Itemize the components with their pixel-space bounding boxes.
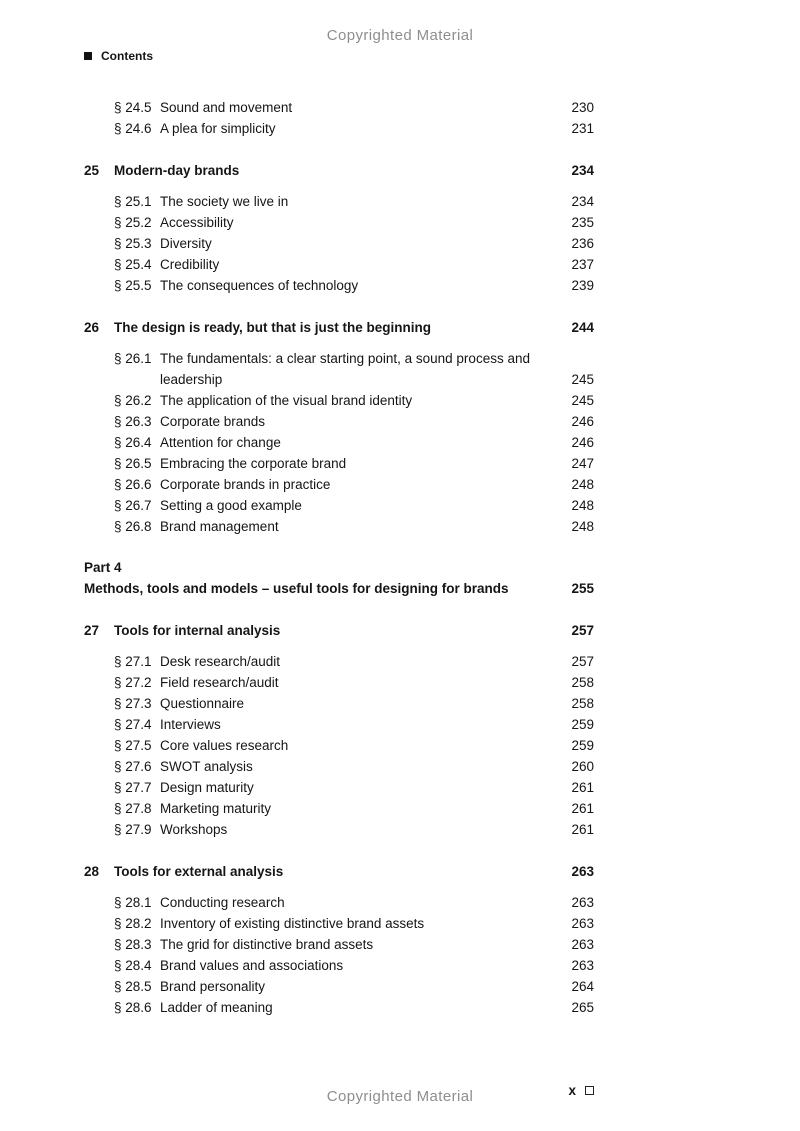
entry-title: Interviews (160, 717, 221, 732)
entry-title: Ladder of meaning (160, 1000, 273, 1015)
entry-title: Conducting research (160, 895, 285, 910)
entry-number: § 27.7 (114, 780, 152, 795)
toc-row (84, 892, 594, 913)
entry-page: 259 (571, 738, 594, 753)
toc-row (84, 495, 594, 516)
entry-page: 265 (571, 1000, 594, 1015)
entry-title: Field research/audit (160, 675, 279, 690)
entry-number: § 28.4 (114, 958, 152, 973)
entry-title: Questionnaire (160, 696, 245, 711)
entry-title: Core values research (160, 738, 289, 753)
entry-number: § 26.6 (114, 477, 152, 492)
toc-row (84, 651, 594, 672)
toc-row (84, 819, 594, 840)
toc-row (84, 955, 594, 976)
toc-row (84, 714, 594, 735)
toc-row (84, 997, 594, 1018)
entry-page: 260 (571, 759, 594, 774)
toc-row (84, 191, 594, 212)
entry-title: The society we live in (160, 194, 289, 209)
square-outline-icon (585, 1086, 594, 1095)
entry-number: § 27.8 (114, 801, 152, 816)
toc-row (84, 913, 594, 934)
entry-page: 247 (571, 456, 594, 471)
entry-page: 264 (571, 979, 594, 994)
toc-row (84, 672, 594, 693)
toc-row (84, 390, 594, 411)
entry-number: § 28.1 (114, 895, 152, 910)
copyright-notice-top: Copyrighted Material (326, 27, 474, 44)
entry-title: Setting a good example (160, 498, 302, 513)
contents-header (84, 49, 153, 63)
entry-page: 245 (571, 393, 594, 408)
toc-row (84, 212, 594, 233)
entry-title: Modern-day brands (114, 163, 240, 178)
entry-title: Brand personality (160, 979, 266, 994)
entry-page: 258 (571, 675, 594, 690)
entry-title: Inventory of existing distinctive brand assets (160, 916, 425, 931)
contents-label: Contents (101, 49, 153, 63)
entry-number: § 28.3 (114, 937, 152, 952)
entry-title: The fundamentals: a clear starting point, a sound process and leadership (160, 351, 530, 387)
entry-title: Workshops (160, 822, 228, 837)
entry-title: Corporate brands (160, 414, 266, 429)
entry-page: 258 (571, 696, 594, 711)
entry-page: 246 (571, 435, 594, 450)
toc-row (84, 474, 594, 495)
entry-number: § 27.4 (114, 717, 152, 732)
entry-number: § 26.5 (114, 456, 152, 471)
page-marker (84, 1083, 594, 1098)
entry-title: A plea for simplicity (160, 121, 276, 136)
toc-row (84, 798, 594, 819)
entry-number: § 26.8 (114, 519, 152, 534)
entry-page: 257 (571, 623, 594, 638)
toc-list (84, 97, 594, 1018)
entry-page: 263 (571, 958, 594, 973)
entry-page: 248 (571, 477, 594, 492)
entry-page: 230 (571, 100, 594, 115)
entry-title: Desk research/audit (160, 654, 281, 669)
entry-page: 246 (571, 414, 594, 429)
entry-title: The application of the visual brand identity (160, 393, 413, 408)
toc-row (84, 275, 594, 296)
entry-number: § 27.3 (114, 696, 152, 711)
entry-page: 234 (571, 163, 594, 178)
entry-title: Tools for external analysis (114, 864, 284, 879)
toc-row (84, 516, 594, 537)
toc-row (84, 777, 594, 798)
entry-number: § 27.6 (114, 759, 152, 774)
entry-title: Accessibility (160, 215, 234, 230)
square-bullet-icon (84, 52, 92, 60)
entry-number: 25 (84, 163, 100, 178)
entry-title: Methods, tools and models – useful tools for designing for brands (84, 581, 509, 596)
entry-title: SWOT analysis (160, 759, 253, 774)
entry-title: The design is ready, but that is just the beginning (114, 320, 432, 335)
entry-title: Brand values and associations (160, 958, 344, 973)
entry-number: § 26.2 (114, 393, 152, 408)
entry-page: 239 (571, 278, 594, 293)
entry-number: 26 (84, 320, 100, 335)
toc-row (84, 97, 594, 118)
entry-page: 248 (571, 498, 594, 513)
entry-title: Design maturity (160, 780, 254, 795)
entry-number: § 27.1 (114, 654, 152, 669)
toc-row (84, 735, 594, 756)
entry-number: § 24.6 (114, 121, 152, 136)
entry-number: § 26.4 (114, 435, 152, 450)
entry-number: § 25.1 (114, 194, 152, 209)
entry-number: § 27.2 (114, 675, 152, 690)
entry-number: § 28.6 (114, 1000, 152, 1015)
entry-number: § 25.5 (114, 278, 152, 293)
toc-row (84, 934, 594, 955)
entry-page: 261 (571, 822, 594, 837)
entry-page: 245 (571, 372, 594, 387)
toc-row (84, 317, 594, 338)
page-number: x (568, 1083, 576, 1098)
part-label: Part 4 (84, 560, 122, 575)
toc-row (84, 620, 594, 641)
entry-page: 231 (571, 121, 594, 136)
entry-page: 261 (571, 780, 594, 795)
entry-page: 263 (571, 916, 594, 931)
entry-number: § 26.3 (114, 414, 152, 429)
toc-row (84, 693, 594, 714)
copyright-notice-bottom: Copyrighted Material (326, 1088, 474, 1105)
entry-page: 236 (571, 236, 594, 251)
toc-row (84, 411, 594, 432)
entry-page: 244 (571, 320, 594, 335)
entry-number: § 24.5 (114, 100, 152, 115)
toc-row (84, 348, 594, 390)
entry-page: 255 (571, 581, 594, 596)
entry-number: 27 (84, 623, 100, 638)
entry-title: Attention for change (160, 435, 281, 450)
entry-page: 235 (571, 215, 594, 230)
entry-page: 248 (571, 519, 594, 534)
toc-row (84, 453, 594, 474)
toc-row (84, 160, 594, 181)
entry-number: § 26.7 (114, 498, 152, 513)
entry-title: Embracing the corporate brand (160, 456, 347, 471)
entry-page: 261 (571, 801, 594, 816)
entry-page: 259 (571, 717, 594, 732)
entry-title: Brand management (160, 519, 279, 534)
entry-title: The grid for distinctive brand assets (160, 937, 374, 952)
entry-number: 28 (84, 864, 100, 879)
entry-number: § 28.2 (114, 916, 152, 931)
entry-page: 234 (571, 194, 594, 209)
entry-number: § 25.4 (114, 257, 152, 272)
toc-row (84, 118, 594, 139)
entry-title: Tools for internal analysis (114, 623, 281, 638)
entry-number: § 25.3 (114, 236, 152, 251)
entry-title: Diversity (160, 236, 212, 251)
toc-row-part (84, 578, 594, 599)
toc-row (84, 976, 594, 997)
entry-title: Corporate brands in practice (160, 477, 331, 492)
entry-page: 257 (571, 654, 594, 669)
entry-title: Credibility (160, 257, 220, 272)
entry-title: Marketing maturity (160, 801, 272, 816)
toc-row (84, 254, 594, 275)
entry-number: § 27.9 (114, 822, 152, 837)
entry-page: 237 (571, 257, 594, 272)
entry-page: 263 (571, 895, 594, 910)
toc-row (84, 861, 594, 882)
entry-title: Sound and movement (160, 100, 293, 115)
toc-row (84, 756, 594, 777)
entry-number: § 26.1 (114, 351, 152, 366)
entry-number: § 27.5 (114, 738, 152, 753)
entry-title: The consequences of technology (160, 278, 359, 293)
entry-page: 263 (571, 864, 594, 879)
entry-number: § 25.2 (114, 215, 152, 230)
entry-number: § 28.5 (114, 979, 152, 994)
toc-row (84, 233, 594, 254)
toc-row (84, 432, 594, 453)
entry-page: 263 (571, 937, 594, 952)
